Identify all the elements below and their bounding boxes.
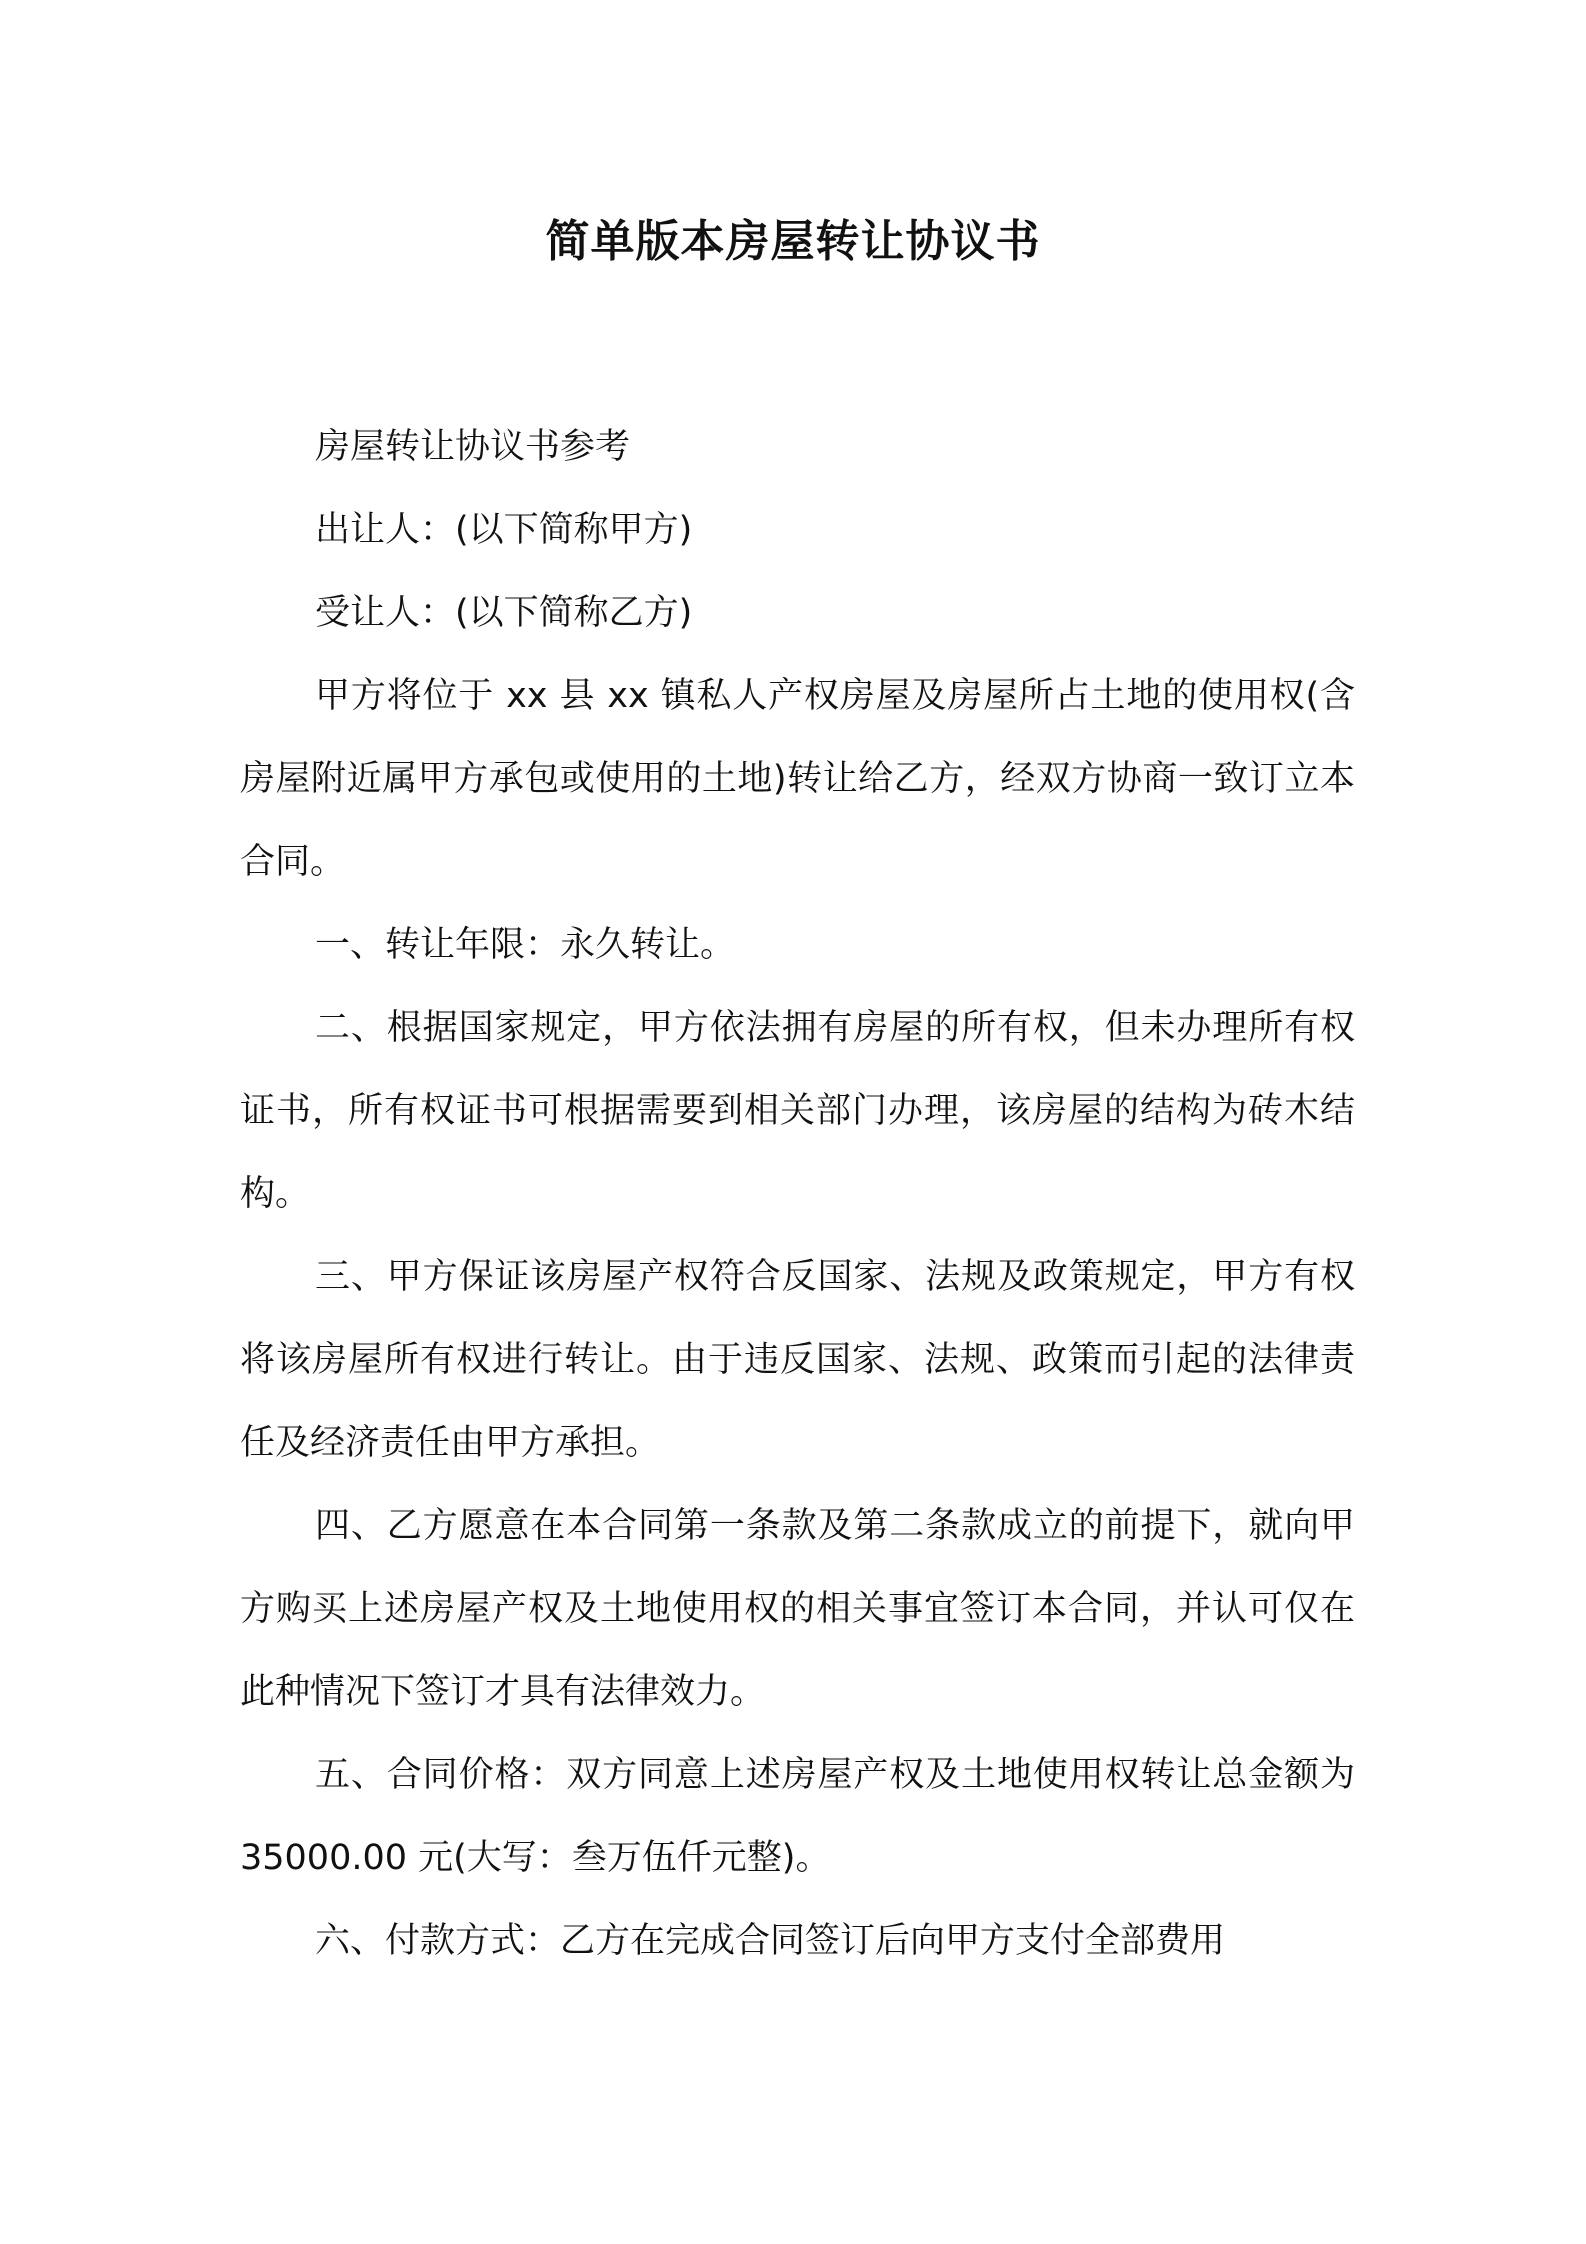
clause-4: 四、乙方愿意在本合同第一条款及第二条款成立的前提下，就向甲方购买上述房屋产权及土地使用权的相关事宜签订本合同，并认可仅在此种情况下签订才具有法律效力。 xyxy=(240,1506,1355,1712)
clause-5: 五、合同价格：双方同意上述房屋产权及土地使用权转让总金额为 35000.00 元(大写：叁万伍仟元整)。 xyxy=(240,1755,1355,1878)
clause-3: 三、甲方保证该房屋产权符合反国家、法规及政策规定，甲方有权将该房屋所有权进行转让。由于违反国家、法规、政策而引起的法律责任及经济责任由甲方承担。 xyxy=(240,1257,1355,1463)
clause-1: 一、转让年限：永久转让。 xyxy=(315,925,736,965)
clause-2: 二、根据国家规定，甲方依法拥有房屋的所有权，但未办理所有权证书，所有权证书可根据需要到相关部门办理，该房屋的结构为砖木结构。 xyxy=(240,1008,1355,1214)
paragraph-transferee: 受让人：(以下简称乙方) xyxy=(315,593,693,633)
document-body xyxy=(240,406,1355,1983)
paragraph-transferor: 出让人：(以下简称甲方) xyxy=(315,510,693,550)
paragraph-intro: 甲方将位于 xx 县 xx 镇私人产权房屋及房屋所占土地的使用权(含房屋附近属甲方承包或使用的土地)转让给乙方，经双方协商一致订立本合同。 xyxy=(240,676,1355,882)
paragraph-reference: 房屋转让协议书参考 xyxy=(315,427,631,467)
document-title: 简单版本房屋转让协议书 xyxy=(545,216,1041,267)
clause-6: 六、付款方式：乙方在完成合同签订后向甲方支付全部费用 xyxy=(315,1921,1226,1961)
